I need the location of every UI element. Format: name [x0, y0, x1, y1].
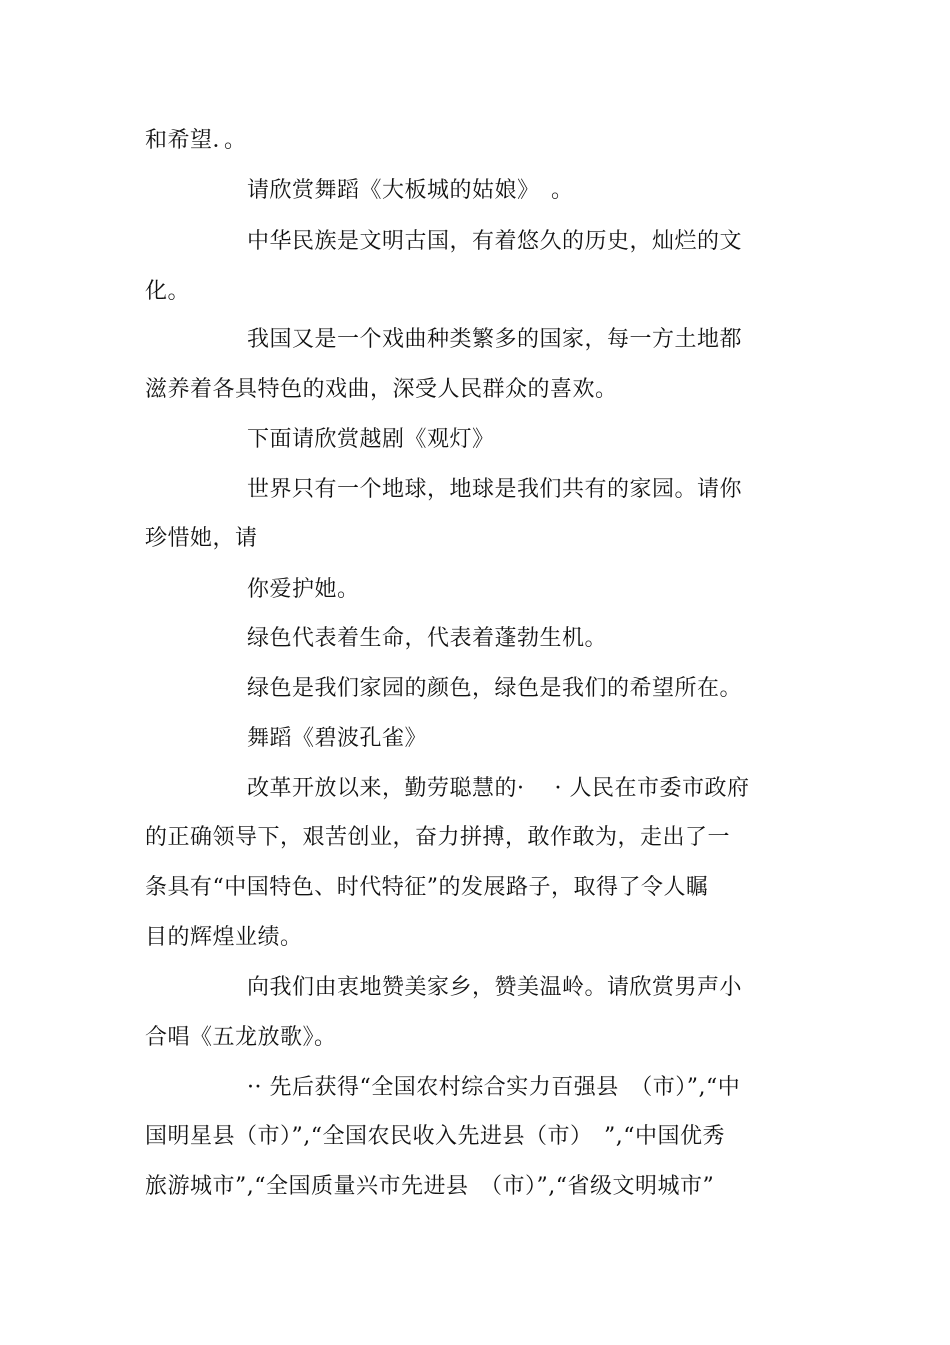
text-line: 合唱《五龙放歌》。	[145, 1025, 337, 1050]
text-line: 改革开放以来，勤劳聪慧的· · 人民在市委市政府	[247, 776, 750, 801]
text-line: 的正确领导下，艰苦创业，奋力拼搏，敢作敢为，走出了一	[145, 825, 731, 850]
text-line: 化。	[145, 279, 191, 304]
text-line: 和希望．。	[145, 128, 247, 153]
text-line: 国明星县（市）”,“全国农民收入先进县（市） ”,“中国优秀	[145, 1124, 725, 1149]
text-line: 目的辉煌业绩。	[145, 925, 303, 950]
text-line: 中华民族是文明古国，有着悠久的历史，灿烂的文	[247, 229, 743, 254]
text-line: 绿色代表着生命，代表着蓬勃生机。	[247, 626, 608, 651]
text-line: 向我们由衷地赞美家乡，赞美温岭。请欣赏男声小	[247, 975, 743, 1000]
text-line: 珍惜她，请	[145, 526, 258, 551]
text-line: 下面请欣赏越剧《观灯》	[247, 427, 495, 452]
text-line: 你爱护她。	[247, 577, 360, 602]
text-line: 我国又是一个戏曲种类繁多的国家，每一方土地都	[247, 327, 743, 352]
text-line: 滋养着各具特色的戏曲，深受人民群众的喜欢。	[145, 377, 618, 402]
text-line: 旅游城市”,“全国质量兴市先进县 （市）”,“省级文明城市”	[145, 1174, 715, 1199]
text-line: 绿色是我们家园的颜色，绿色是我们的希望所在。	[247, 676, 743, 701]
text-line: 条具有“中国特色、时代特征”的发展路子，取得了令人瞩	[145, 875, 709, 900]
text-line: 舞蹈《碧波孔雀》	[247, 726, 428, 751]
text-line: ·· 先后获得“全国农村综合实力百强县 （市）”,“中	[247, 1075, 741, 1100]
text-line: 请欣赏舞蹈《大板城的姑娘》 。	[247, 178, 574, 203]
text-line: 世界只有一个地球，地球是我们共有的家园。请你	[247, 477, 743, 502]
